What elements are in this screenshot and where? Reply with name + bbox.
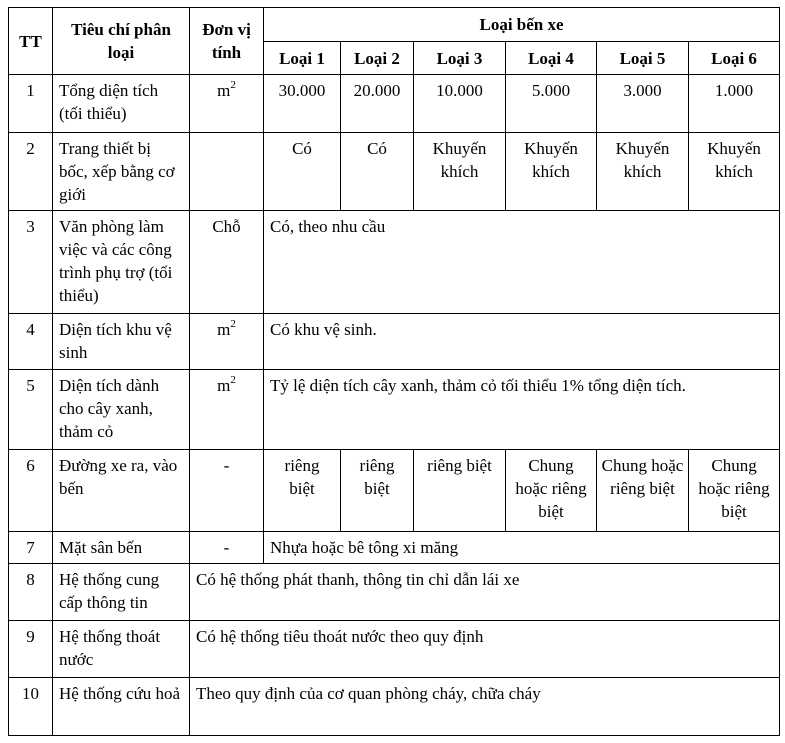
criterion-cell: Diện tích khu vệ sinh	[53, 314, 190, 370]
unit-cell: Chỗ	[190, 211, 264, 314]
unit-cell	[190, 314, 264, 370]
unit-superscript: 2	[230, 79, 236, 92]
value-cell: Khuyến khích	[597, 133, 689, 211]
unit-superscript: 2	[230, 318, 236, 331]
value-cell: 20.000	[341, 75, 414, 133]
table-row	[9, 678, 780, 736]
table-row	[9, 450, 780, 532]
table-row	[9, 314, 780, 370]
header-tt: TT	[9, 8, 53, 75]
header-type-1: Loại 1	[264, 42, 341, 75]
criterion-cell: Tổng diện tích (tối thiểu)	[53, 75, 190, 133]
unit-cell: -	[190, 450, 264, 532]
criterion-cell: Hệ thống cứu hoả	[53, 678, 190, 736]
row-number: 6	[9, 450, 53, 532]
merged-value-cell: Có khu vệ sinh.	[264, 314, 780, 370]
row-number: 8	[9, 564, 53, 621]
merged-value-cell: Có hệ thống tiêu thoát nước theo quy định	[190, 621, 780, 678]
value-cell: Có	[341, 133, 414, 211]
criterion-cell: Hệ thống cung cấp thông tin	[53, 564, 190, 621]
header-station-type-group: Loại bến xe	[264, 8, 780, 42]
criterion-cell: Văn phòng làm việc và các công trình phụ trợ (tối thiểu)	[53, 211, 190, 314]
unit-superscript: 2	[230, 374, 236, 387]
row-number: 1	[9, 75, 53, 133]
table-row	[9, 621, 780, 678]
row-number: 10	[9, 678, 53, 736]
header-type-5: Loại 5	[597, 42, 689, 75]
merged-value-cell: Có, theo nhu cầu	[264, 211, 780, 314]
value-cell: 5.000	[506, 75, 597, 133]
header-unit: Đơn vị tính	[190, 8, 264, 75]
value-cell: Khuyến khích	[506, 133, 597, 211]
bus-station-classification-table	[8, 7, 780, 736]
header-type-6: Loại 6	[689, 42, 780, 75]
row-number: 2	[9, 133, 53, 211]
table-row	[9, 75, 780, 133]
value-cell: Chung hoặc riêng biệt	[689, 450, 780, 532]
row-number: 3	[9, 211, 53, 314]
table-row	[9, 564, 780, 621]
unit-cell: -	[190, 532, 264, 564]
value-cell: Có	[264, 133, 341, 211]
value-cell: 30.000	[264, 75, 341, 133]
row-number: 5	[9, 370, 53, 450]
merged-value-cell: Nhựa hoặc bê tông xi măng	[264, 532, 780, 564]
unit-base: m	[217, 320, 231, 339]
criterion-cell: Diện tích dành cho cây xanh, thảm cỏ	[53, 370, 190, 450]
criterion-cell: Đường xe ra, vào bến	[53, 450, 190, 532]
header-criterion: Tiêu chí phân loại	[53, 8, 190, 75]
header-row-1	[9, 8, 780, 42]
criterion-cell: Mặt sân bến	[53, 532, 190, 564]
merged-value-cell: Có hệ thống phát thanh, thông tin chỉ dẫn lái xe	[190, 564, 780, 621]
header-type-3: Loại 3	[414, 42, 506, 75]
table-row	[9, 211, 780, 314]
unit-cell	[190, 370, 264, 450]
row-number: 4	[9, 314, 53, 370]
criterion-cell: Trang thiết bị bốc, xếp bằng cơ giới	[53, 133, 190, 211]
merged-value-cell: Tỷ lệ diện tích cây xanh, thảm cỏ tối thiểu 1% tổng diện tích.	[264, 370, 780, 450]
value-cell: Chung hoặc riêng biệt	[506, 450, 597, 532]
unit-cell	[190, 133, 264, 211]
value-cell: 10.000	[414, 75, 506, 133]
merged-value-cell: Theo quy định của cơ quan phòng cháy, chữa cháy	[190, 678, 780, 736]
criterion-cell: Hệ thống thoát nước	[53, 621, 190, 678]
value-cell: riêng biệt	[414, 450, 506, 532]
table-row	[9, 532, 780, 564]
value-cell: riêng biệt	[341, 450, 414, 532]
value-cell: 3.000	[597, 75, 689, 133]
value-cell: riêng biệt	[264, 450, 341, 532]
unit-base: m	[217, 81, 231, 100]
value-cell: Khuyến khích	[414, 133, 506, 211]
value-cell: 1.000	[689, 75, 780, 133]
row-number: 7	[9, 532, 53, 564]
unit-base: m	[217, 376, 231, 395]
value-cell: Khuyến khích	[689, 133, 780, 211]
table-row	[9, 370, 780, 450]
row-number: 9	[9, 621, 53, 678]
header-type-4: Loại 4	[506, 42, 597, 75]
value-cell: Chung hoặc riêng biệt	[597, 450, 689, 532]
header-type-2: Loại 2	[341, 42, 414, 75]
unit-cell	[190, 75, 264, 133]
table-row	[9, 133, 780, 211]
